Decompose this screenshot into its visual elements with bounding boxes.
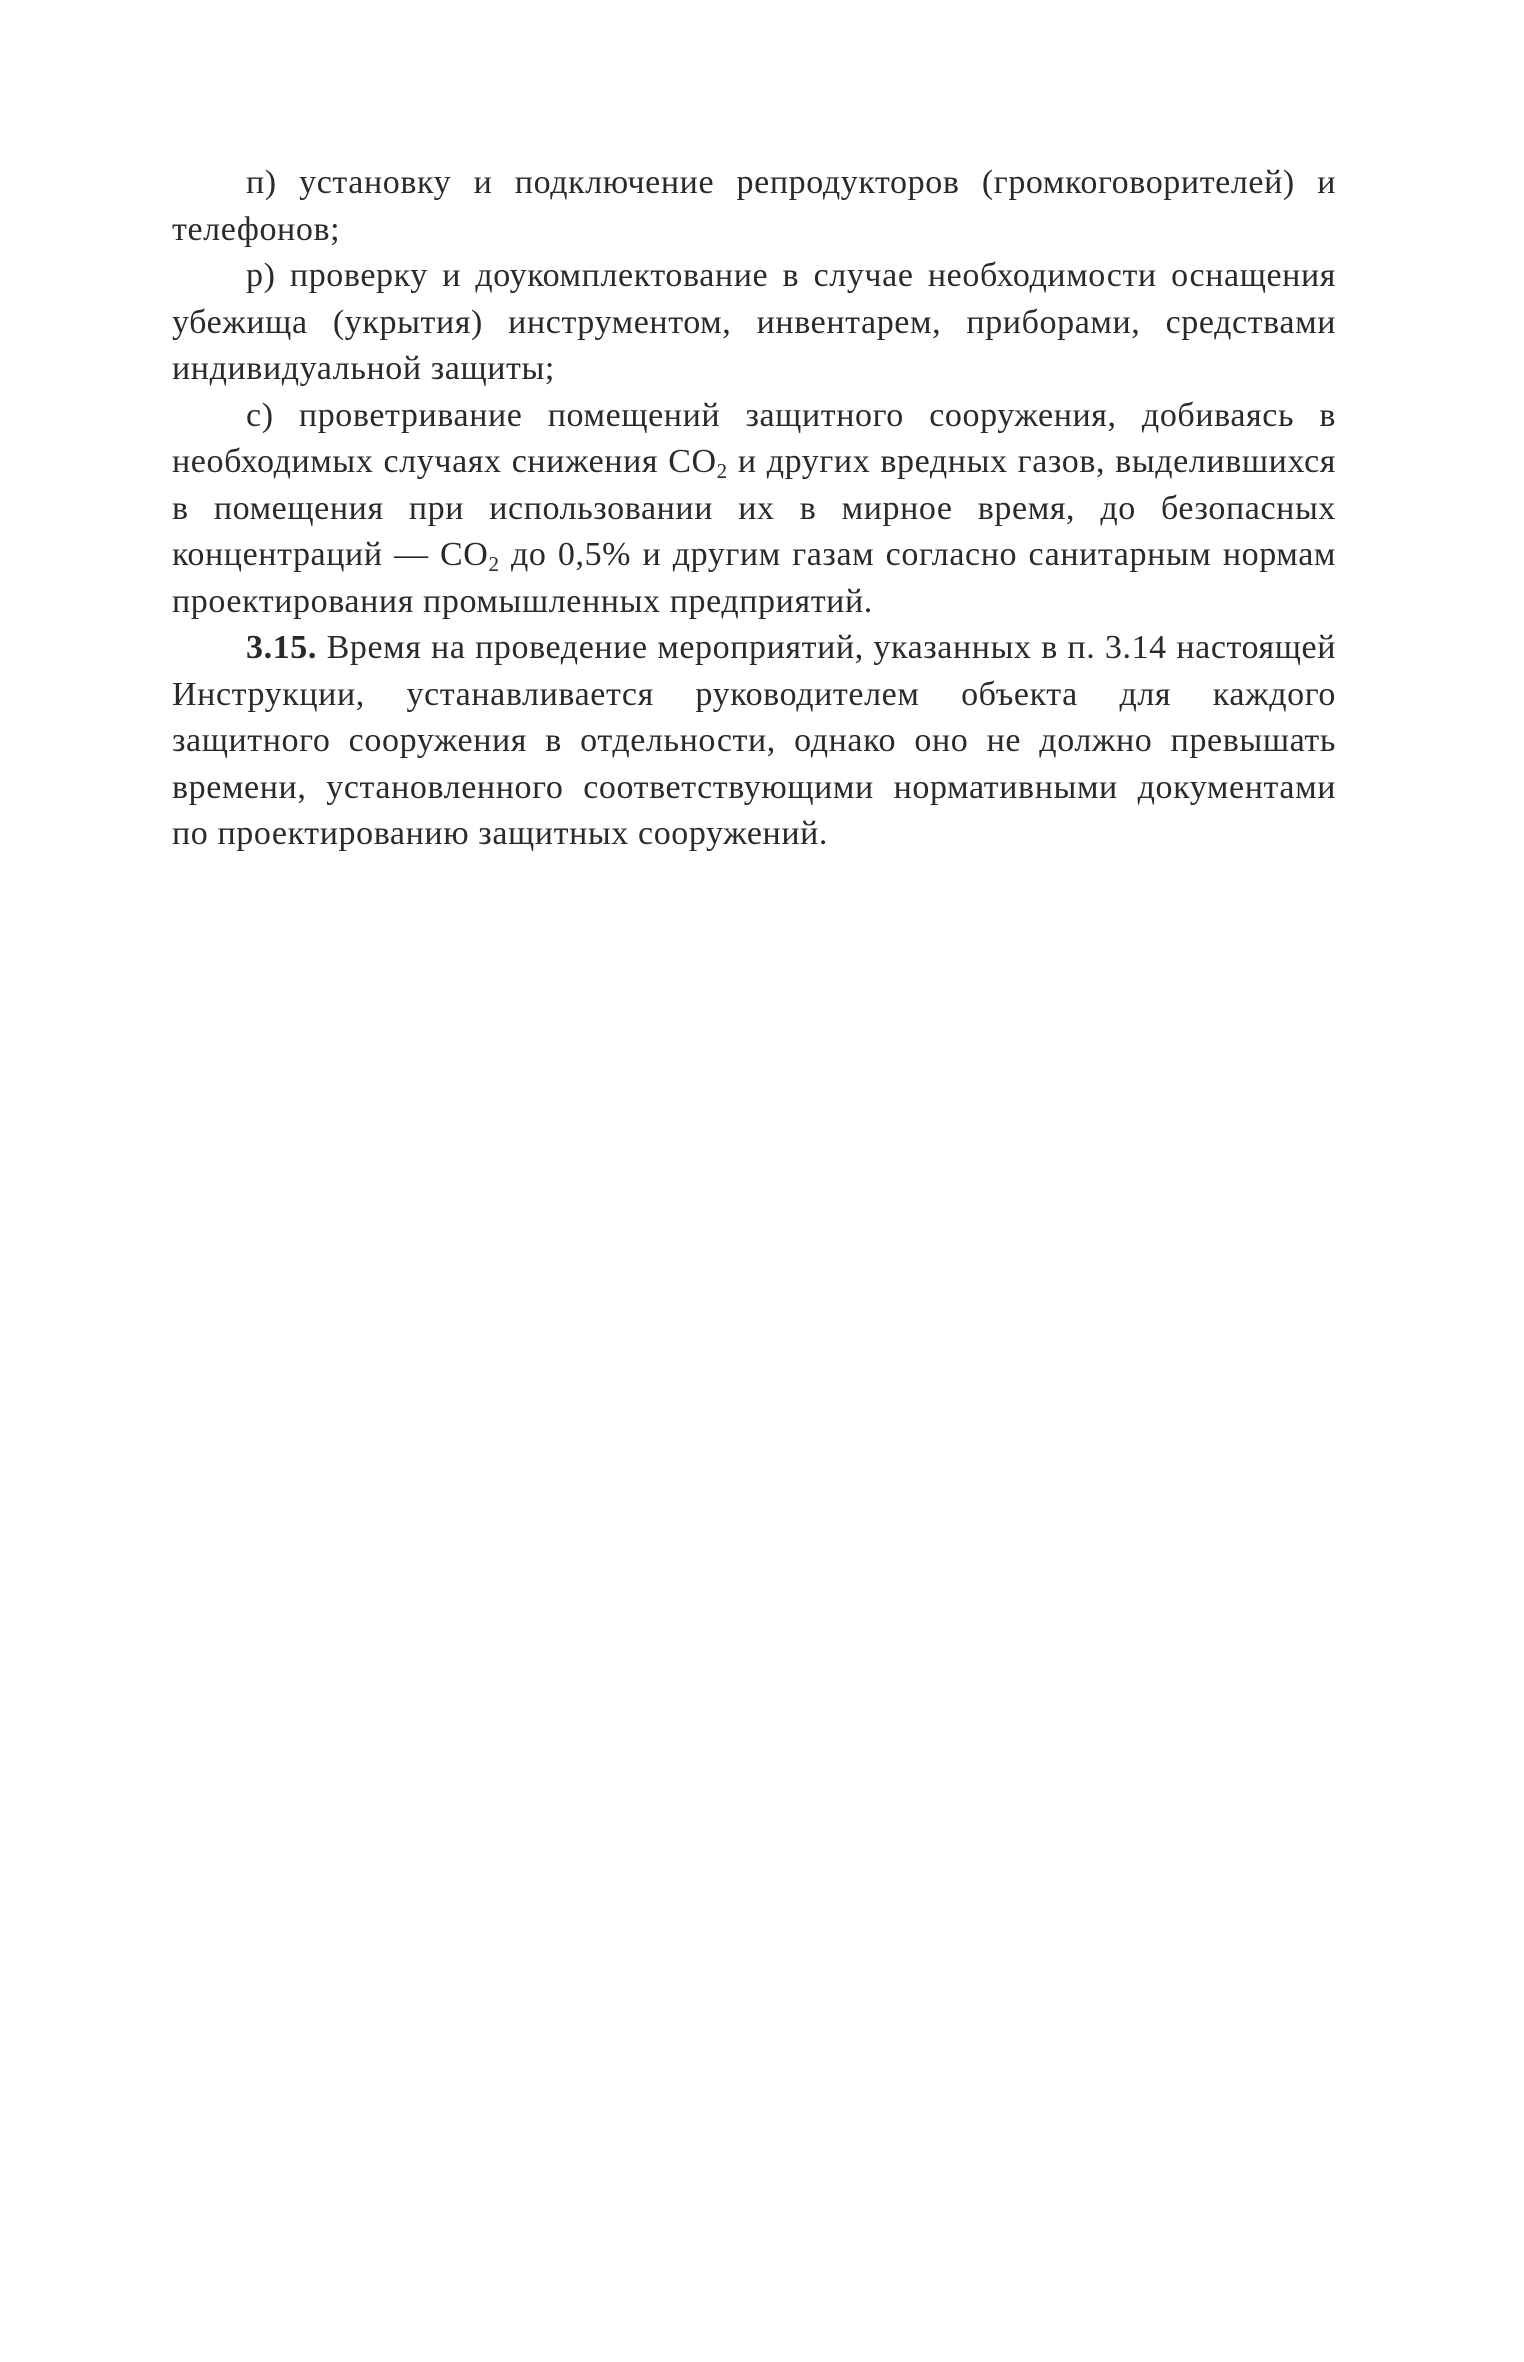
paragraph-s-part3: до 0,5% и другим газам согласно санитарным нормам проектирования промышленных предприятий. — [172, 536, 1336, 620]
paragraph-p: п) установку и подключение репродукторов (громкоговорителей) и телефонов; — [172, 164, 1336, 248]
text-block — [172, 160, 1336, 858]
paragraph-s-part1: с) проветривание помещений защитного сооружения, добиваясь в необходимых случаях снижения CO — [172, 396, 1336, 480]
paragraph-s-part2: и других вредных газов, выделившихся в помещения при использовании их в мирное время, до безопасных концентраций — CO — [172, 443, 1336, 573]
co2-subscript-2: 2 — [488, 551, 500, 576]
paragraph-r: р) проверку и доукомплектование в случае необходимости оснащения убежища (укрытия) инструментом, инвентарем, приборами, средствами индивидуальной защиты; — [172, 257, 1336, 387]
section-number: 3.15. — [246, 629, 317, 666]
paragraph-3-15 — [172, 625, 1336, 858]
co2-subscript-1: 2 — [716, 458, 728, 483]
paragraph-s — [172, 393, 1336, 626]
paragraph-3-15-text: Время на проведение мероприятий, указанных в п. 3.14 настоящей Инструкции, устанавливается руководителем объекта для каждого защитного сооружения в отдельности, однако оно не должно превышать времени, установленного соответствующими нормативными документами по проектированию защитных сооружений. — [172, 629, 1336, 852]
